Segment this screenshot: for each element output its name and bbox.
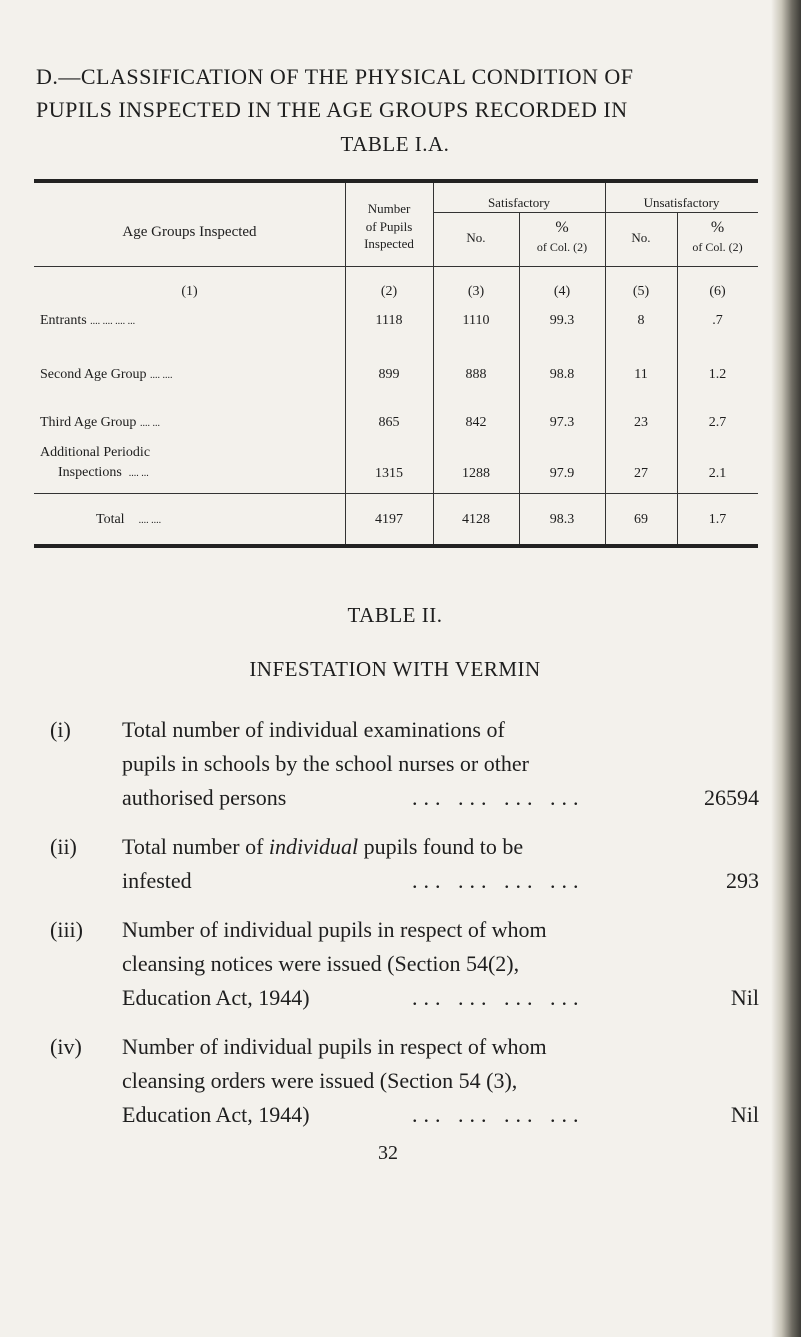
- colnum-3: (3): [467, 284, 485, 299]
- cell-satisfactory-pct: 99.3: [549, 313, 575, 328]
- cell-pupils-inspected: 4197: [375, 512, 403, 527]
- row-label-text: Inspections: [58, 465, 122, 480]
- item-text-part: Total number of: [122, 834, 269, 859]
- colnum-2: (2): [380, 284, 398, 299]
- section-title-line2: PUPILS INSPECTED IN THE AGE GROUPS RECORDED IN: [36, 97, 628, 122]
- leader-dots: .... .... .... ...: [90, 316, 136, 327]
- header-sat-pct-symbol: %: [555, 219, 569, 236]
- leader-dots: .... ...: [128, 468, 149, 479]
- header-bottom-rule: [34, 266, 758, 267]
- header-unsat-no: No.: [631, 230, 651, 245]
- leader-dots: .... ....: [150, 370, 173, 381]
- item-marker: (ii): [50, 834, 77, 859]
- header-unsatisfactory: Unsatisfactory: [643, 195, 720, 210]
- cell-pupils-inspected: 865: [378, 415, 400, 430]
- item-value: Nil: [730, 1102, 759, 1127]
- unsatisfactory-underline: [605, 212, 758, 213]
- table-bottom-rule: [34, 544, 758, 548]
- row-label: [40, 415, 160, 432]
- total-label: [96, 512, 161, 529]
- cell-satisfactory-pct: 97.9: [549, 466, 575, 481]
- cell-satisfactory-pct: 97.3: [549, 415, 575, 430]
- leader-dots: ... ... ... ...: [412, 785, 585, 810]
- cell-satisfactory-no: 888: [465, 367, 487, 382]
- item-value: 26594: [704, 785, 759, 810]
- colnum-1: (1): [181, 284, 198, 299]
- cell-pupils-inspected: 1315: [375, 466, 403, 481]
- item-text-line1: Number of individual pupils in respect of whom: [122, 917, 547, 942]
- cell-unsatisfactory-pct: 2.7: [708, 415, 727, 430]
- table-ii-subtitle: INFESTATION WITH VERMIN: [249, 657, 541, 681]
- row-label-text: Second Age Group: [40, 367, 147, 382]
- cell-unsatisfactory-no: 27: [634, 466, 648, 481]
- colnum-4: (4): [553, 284, 571, 299]
- item-marker: (iii): [50, 917, 83, 942]
- row-label-text: Third Age Group: [40, 415, 137, 430]
- header-unsat-pct-symbol: %: [710, 219, 725, 236]
- cell-unsatisfactory-no: 69: [634, 512, 648, 527]
- total-top-rule: [34, 493, 758, 494]
- header-sat-pct-of: of Col. (2): [536, 240, 588, 254]
- item-text-line2: pupils in schools by the school nurses or other: [122, 751, 529, 776]
- cell-satisfactory-no: 4128: [462, 512, 490, 527]
- item-text-emphasis: individual: [268, 834, 359, 859]
- header-unsat-pct-of: of Col. (2): [692, 240, 743, 254]
- leader-dots: ... ... ... ...: [412, 1102, 585, 1127]
- header-satisfactory: Satisfactory: [487, 195, 551, 210]
- item-text-line3-text: Education Act, 1944): [122, 1102, 310, 1127]
- item-text-line1: Total number of individual examinations of: [122, 717, 505, 742]
- header-number-l1: Number: [367, 201, 411, 216]
- cell-unsatisfactory-pct: 2.1: [708, 466, 727, 481]
- colnum-5: (5): [632, 284, 650, 299]
- item-text-line1: [122, 830, 680, 863]
- leader-dots: ... ... ... ...: [412, 868, 585, 893]
- cell-unsatisfactory-pct: 1.2: [708, 367, 727, 382]
- item-text-line2: cleansing orders were issued (Section 54 (3),: [122, 1068, 518, 1093]
- cell-pupils-inspected: 1118: [375, 313, 403, 328]
- item-text-line2-text: infested: [122, 868, 192, 893]
- table-top-rule: [34, 179, 758, 183]
- cell-unsatisfactory-no: 11: [634, 367, 648, 382]
- cell-satisfactory-no: 842: [465, 415, 487, 430]
- item-text-line3-text: authorised persons: [122, 785, 287, 810]
- item-text-line3: [122, 781, 680, 814]
- row-label: [40, 313, 135, 330]
- item-text-line3: [122, 981, 680, 1014]
- cell-unsatisfactory-pct: 1.7: [708, 512, 727, 527]
- item-text-part: pupils found to be: [358, 834, 524, 859]
- item-marker: (i): [50, 717, 71, 742]
- cell-unsatisfactory-no: 23: [634, 415, 648, 430]
- cell-unsatisfactory-no: 8: [637, 313, 645, 328]
- cell-satisfactory-pct: 98.3: [549, 512, 575, 527]
- colnum-6: (6): [709, 284, 726, 299]
- item-text-line3-text: Education Act, 1944): [122, 985, 310, 1010]
- item-text-line1: Number of individual pupils in respect of whom: [122, 1034, 547, 1059]
- cell-satisfactory-no: 1110: [462, 313, 490, 328]
- header-age-groups: Age Groups Inspected: [122, 224, 257, 240]
- row-label-line1: Additional Periodic: [40, 445, 151, 460]
- page-number: 32: [378, 1142, 398, 1164]
- cell-unsatisfactory-pct: .7: [712, 313, 723, 328]
- section-title-line1: D.—CLASSIFICATION OF THE PHYSICAL CONDITION OF: [36, 64, 634, 89]
- row-label-line2: [58, 465, 149, 482]
- cell-satisfactory-no: 1288: [462, 466, 490, 481]
- item-value: 293: [726, 868, 759, 893]
- leader-dots: .... ...: [139, 418, 160, 429]
- item-marker: (iv): [50, 1034, 82, 1059]
- leader-dots: .... ....: [138, 515, 162, 526]
- page-edge-shadow: [771, 0, 801, 1337]
- header-number-l3: Inspected: [364, 236, 414, 251]
- row-label: [40, 367, 173, 384]
- item-value: Nil: [730, 985, 759, 1010]
- item-text-line3: [122, 1098, 680, 1131]
- leader-dots: ... ... ... ...: [412, 985, 585, 1010]
- cell-pupils-inspected: 899: [378, 367, 400, 382]
- section-title-line3: TABLE I.A.: [340, 132, 450, 156]
- total-label-text: Total: [96, 512, 125, 527]
- row-label-text: Entrants: [40, 313, 87, 328]
- header-number-l2: of Pupils: [365, 219, 413, 234]
- header-sat-no: No.: [466, 230, 486, 245]
- table-ii-title: TABLE II.: [347, 603, 443, 627]
- item-text-line2: [122, 864, 680, 897]
- cell-satisfactory-pct: 98.8: [549, 367, 575, 382]
- item-text-line2: cleansing notices were issued (Section 54(2),: [122, 951, 520, 976]
